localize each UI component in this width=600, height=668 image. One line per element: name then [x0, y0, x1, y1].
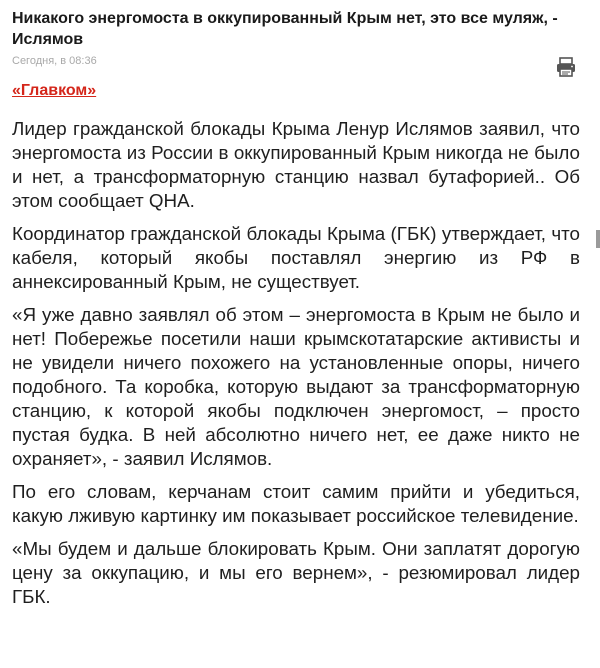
- article-title: Никакого энергомоста в оккупированный Крым нет, это все муляж, - Ислямов: [12, 10, 558, 48]
- paragraph: «Мы будем и дальше блокировать Крым. Они заплатят дорогую цену за оккупацию, и мы его вернем», - резюмировал лидер ГБК.: [12, 538, 580, 607]
- paragraph: «Я уже давно заявлял об этом – энергомоста в Крым не было и нет! Побережье посетили наши крымскотатарские активисты и не увидели ничего похожего на установленные опоры, ничего подобного. Та коробка, которую выдают за трансформаторную станцию, к которой якобы подключен энергомост, – просто пустая будка. В ней абсолютно ничего нет, ее даже никто не охраняет», - заявил Ислямов.: [12, 304, 580, 469]
- paragraph: По его словам, керчанам стоит самим прийти и убедиться, какую лживую картинку им показывает российское телевидение.: [12, 481, 580, 526]
- paragraph: Координатор гражданской блокады Крыма (ГБК) утверждает, что кабеля, который якобы поставлял энергию из РФ в аннексированный Крым, не существует.: [12, 223, 580, 292]
- article-body: [12, 117, 580, 618]
- source-link[interactable]: «Главком»: [12, 82, 97, 99]
- scroll-edge-marker: [596, 230, 600, 248]
- printer-icon[interactable]: [555, 56, 577, 78]
- article-date: Сегодня, в 08:36: [12, 55, 97, 67]
- printer-icon-graphic: [555, 56, 577, 78]
- paragraph: Лидер гражданской блокады Крыма Ленур Ислямов заявил, что энергомоста из России в оккупированный Крым никогда не было и нет, а трансформаторную станцию назвал бутафорией.. Об этом сообщает QHA.: [12, 118, 580, 211]
